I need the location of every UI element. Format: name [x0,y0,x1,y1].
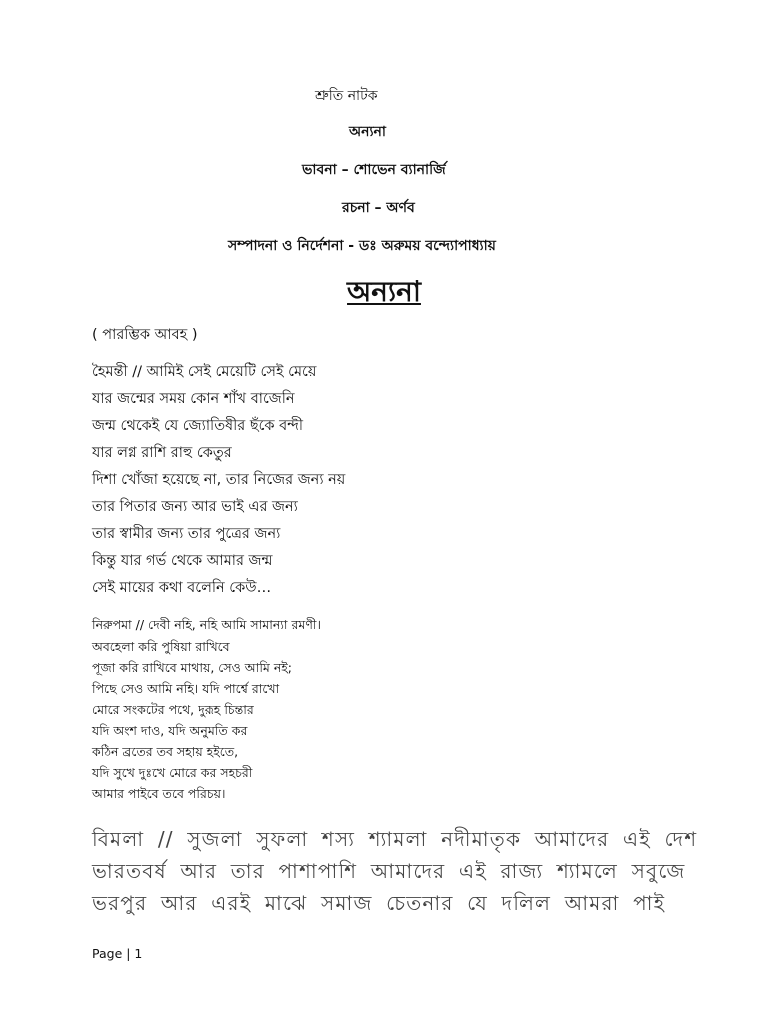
hemanti-line: কিন্তু যার গর্ভ থেকে আমার জন্ম [92,553,273,569]
header-genre: শ্রুতি নাটক [315,88,378,104]
intro-cue: ( পারম্ভিক আবহ ) [92,327,198,343]
nirupama-line: পূজা করি রাখিবে মাথায়, সেও আমি নই; [92,660,293,675]
page-number: Page | 1 [92,946,143,961]
hemanti-line: যার লগ্ন রাশি রাহু কেতুর [92,445,232,461]
page-title: অন্যনা [347,275,421,308]
hemanti-line: দিশা খোঁজা হয়েছে না, তার নিজের জন্য নয় [92,472,346,488]
hemanti-line: জন্ম থেকেই যে জ্যোতিষীর ছঁকে বন্দী [92,418,304,434]
nirupama-line: অবহেলা করি পুষিয়া রাখিবে [92,639,230,654]
header-writer: রচনা – অর্ণব [342,200,415,216]
nirupama-line: নিরুপমা // দেবী নহি, নহি আমি সামান্যা রমণী। [92,617,321,632]
nirupama-line: মোরে সংকটের পথে, দুরূহ চিন্তার [92,702,254,717]
header-title: অন্যনা [349,124,386,140]
nirupama-line: যদি সুখে দুঃখে মোরে কর সহচরী [92,765,253,780]
nirupama-line: পিছে সেও আমি নহি। যদি পার্শ্বে রাখো [92,681,280,696]
nirupama-line: আমার পাইবে তবে পরিচয়। [92,786,226,801]
nirupama-line: কঠিন ব্রতের তব সহায় হইতে, [92,744,239,759]
hemanti-line: যার জন্মের সময় কোন শাঁখ বাজেনি [92,391,295,407]
bimala-line: ভরপুর আর এরই মাঝে সমাজ চেতনার যে দলিল আমরা পাই [92,891,666,915]
nirupama-line: যদি অংশ দাও, যদি অনুমতি কর [92,723,248,738]
bimala-line: ভারতবর্ষ আর তার পাশাপাশি আমাদের এই রাজ্য শ্যামলে সবুজে [92,859,686,883]
hemanti-line: হৈমন্তী // আমিই সেই মেয়েটি সেই মেয়ে [92,364,317,380]
bimala-line: বিমলা // সুজলা সুফলা শস্য শ্যামলা নদীমাতৃক আমাদের এই দেশ [92,827,698,851]
hemanti-line: তার পিতার জন্য আর ভাই এর জন্য [92,499,298,515]
hemanti-line: তার স্বামীর জন্য তার পুত্রের জন্য [92,526,281,542]
hemanti-line: সেই মায়ের কথা বলেনি কেউ… [92,580,272,596]
header-concept: ভাবনা – শোভেন ব্যানার্জি [302,162,446,178]
header-editor-director: সম্পাদনা ও নির্দেশনা - ডঃ অরুময় বন্দ্যোপাধ্যায় [228,238,496,254]
